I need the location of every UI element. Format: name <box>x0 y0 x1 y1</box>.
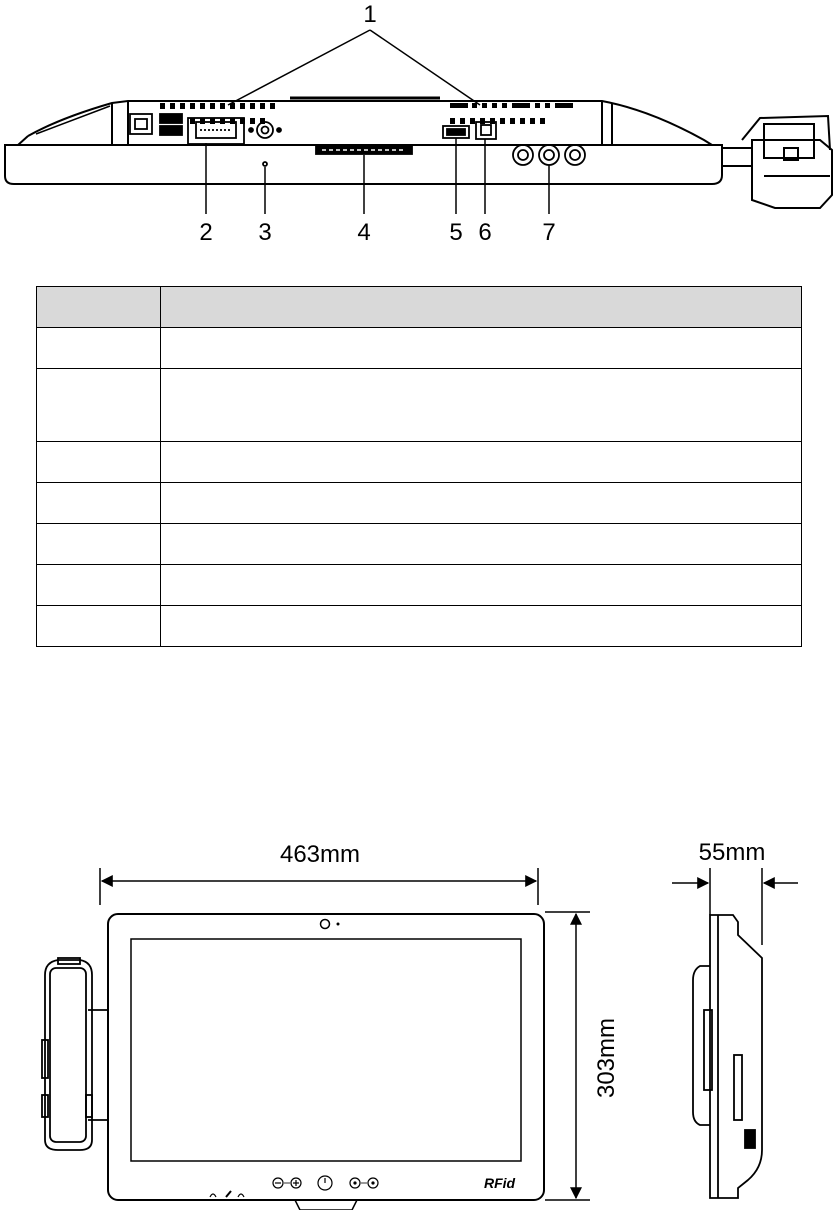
table-row <box>37 328 802 369</box>
lan-port <box>130 114 152 134</box>
headset-icon <box>210 1194 216 1197</box>
control-buttons <box>210 1176 378 1197</box>
table-cell <box>161 483 802 524</box>
table-header-cell <box>37 287 161 328</box>
tablet-front-view <box>42 914 544 1210</box>
dimension-diagram <box>0 830 838 1210</box>
connector-description-table <box>36 286 802 647</box>
screen-area <box>131 939 521 1161</box>
callout-6: 6 <box>478 219 492 246</box>
table-cell <box>37 524 161 565</box>
mic-icon <box>226 1191 231 1197</box>
vent-row-right <box>450 103 573 124</box>
serial-connector <box>188 118 244 144</box>
table-row <box>37 524 802 565</box>
side-handle <box>722 116 832 208</box>
camera-icon <box>321 920 330 929</box>
depth-label: 55mm <box>698 839 766 866</box>
tablet-side-view <box>693 915 762 1198</box>
table-cell <box>161 565 802 606</box>
small-lan-port <box>476 122 496 139</box>
table-cell <box>37 369 161 442</box>
callout-4: 4 <box>357 219 371 246</box>
table-row <box>37 606 802 647</box>
table-cell <box>161 442 802 483</box>
table-cell <box>161 606 802 647</box>
table-row <box>37 565 802 606</box>
hdmi-port <box>443 126 469 138</box>
table-cell <box>37 442 161 483</box>
card-slot <box>316 146 412 154</box>
table-row <box>37 369 802 442</box>
bottom-stand <box>295 1200 357 1210</box>
width-dimension <box>100 868 538 905</box>
callout-1: 1 <box>363 1 377 28</box>
table-cell <box>161 524 802 565</box>
width-label: 463mm <box>279 841 361 868</box>
callout-5: 5 <box>449 219 463 246</box>
speaker-icon <box>238 1194 244 1197</box>
table-cell <box>161 369 802 442</box>
table-row <box>37 442 802 483</box>
usb-ports <box>160 114 182 135</box>
table-header-row <box>37 287 802 328</box>
brand-logo: RFid <box>484 1175 516 1191</box>
dc-jack <box>249 122 281 138</box>
table-cell <box>37 328 161 369</box>
table-cell <box>161 328 802 369</box>
callout-3: 3 <box>258 219 272 246</box>
callout-2: 2 <box>199 219 213 246</box>
left-handle <box>42 958 108 1150</box>
table-cell <box>37 565 161 606</box>
audio-jacks <box>513 145 585 165</box>
depth-dimension <box>672 868 798 945</box>
bottom-view-diagram <box>0 0 838 250</box>
table-cell <box>37 606 161 647</box>
table-row <box>37 483 802 524</box>
table-header-cell <box>161 287 802 328</box>
reset-hole <box>263 162 267 166</box>
height-label: 303mm <box>593 1017 620 1099</box>
callout-7: 7 <box>542 219 556 246</box>
table-cell <box>37 483 161 524</box>
height-dimension <box>545 912 590 1200</box>
